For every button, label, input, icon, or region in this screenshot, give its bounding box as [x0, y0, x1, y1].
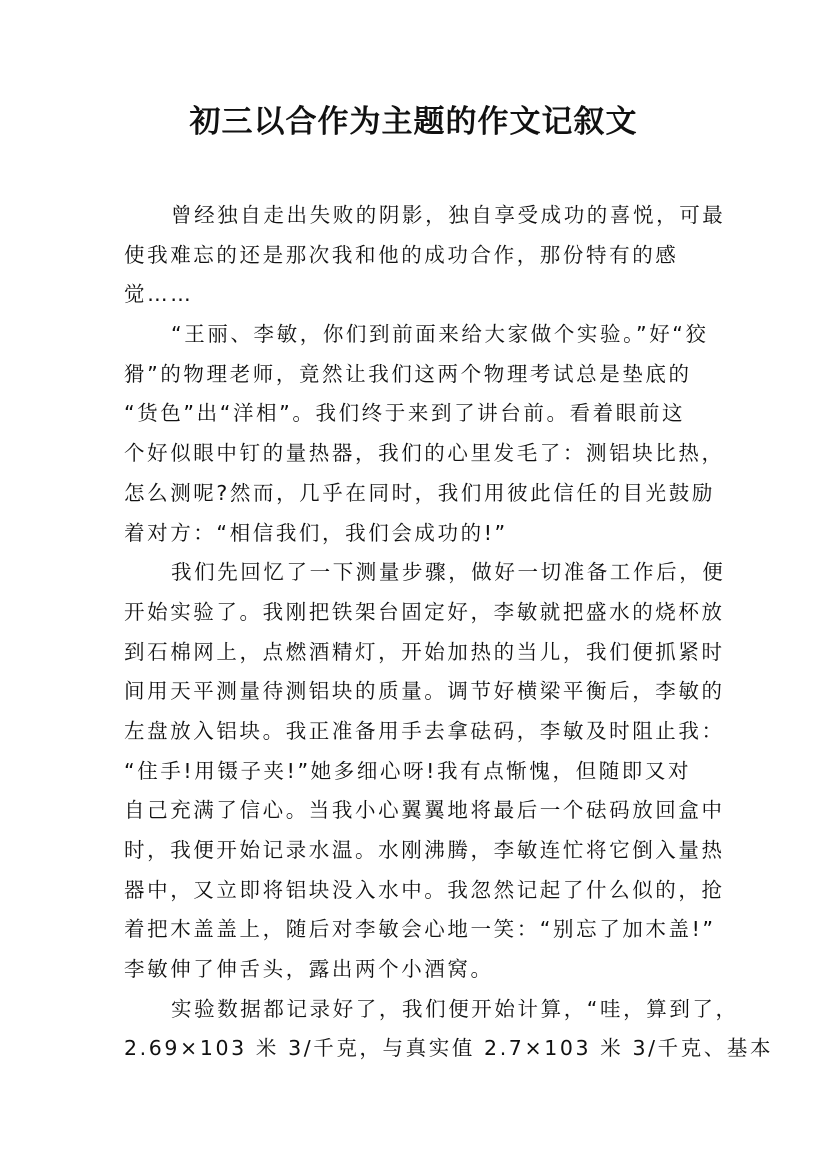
- text-line: 实验数据都记录好了，我们便开始计算，“哇，算到了，: [171, 996, 739, 1021]
- text-line: 开始实验了。我刚把铁架台固定好，李敏就把盛水的烧杯放: [124, 599, 725, 624]
- text-line: 自己充满了信心。当我小心翼翼地将最后一个砝码放回盒中: [124, 798, 725, 823]
- text-line: 我们先回忆了一下测量步骤，做好一切准备工作后，便: [171, 560, 726, 585]
- text-line: 2.69×103 米 3/千克，与真实值 2.7×103 米 3/千克、基本: [124, 1036, 774, 1061]
- text-line: 时，我便开始记录水温。水刚沸腾，李敏连忙将它倒入量热: [124, 838, 725, 862]
- text-line: “货色”出“洋相”。我们终于来到了讲台前。看着眼前这: [124, 401, 686, 426]
- text-line: 猾”的物理老师，竟然让我们这两个物理考试总是垫底的: [124, 361, 692, 386]
- essay-body: [124, 196, 774, 1069]
- text-line: 个好似眼中钉的量热器，我们的心里发毛了：测铝块比热，: [124, 441, 725, 466]
- text-line: “王丽、李敏，你们到前面来给大家做个实验。”好“狡: [171, 322, 709, 347]
- text-line: 着对方：“相信我们，我们会成功的!”: [124, 520, 508, 545]
- text-line: 曾经独自走出失败的阴影，独自享受成功的喜悦，可最: [171, 203, 726, 227]
- document-title: 初三以合作为主题的作文记叙文: [189, 104, 638, 140]
- text-line: 使我难忘的还是那次我和他的成功合作，那份特有的感: [124, 242, 679, 267]
- text-line: 觉……: [124, 282, 194, 307]
- text-line: “住手!用镊子夹!”她多细心呀!我有点惭愧，但随即又对: [124, 758, 692, 783]
- text-line: 左盘放入铝块。我正准备用手去拿砝码，李敏及时阻止我：: [124, 718, 725, 743]
- text-line: 间用天平测量待测铝块的质量。调节好横梁平衡后，李敏的: [124, 679, 725, 704]
- text-line: 器中，又立即将铝块没入水中。我忽然记起了什么似的，抢: [124, 877, 725, 902]
- text-line: 着把木盖盖上，随后对李敏会心地一笑：“别忘了加木盖!”: [124, 917, 716, 942]
- text-line: 怎么测呢?然而，几乎在同时，我们用彼此信任的目光鼓励: [124, 480, 715, 505]
- text-line: 李敏伸了伸舌头，露出两个小酒窝。: [124, 957, 494, 982]
- text-line: 到石棉网上，点燃酒精灯，开始加热的当儿，我们便抓紧时: [124, 639, 725, 664]
